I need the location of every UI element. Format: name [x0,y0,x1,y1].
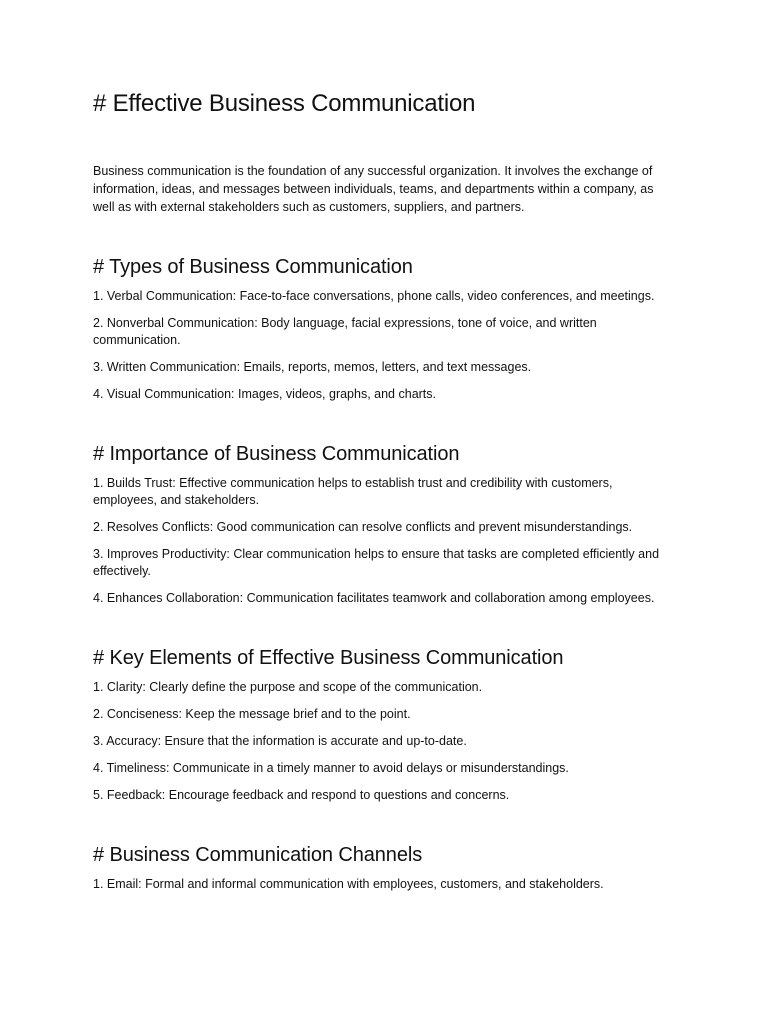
section-key-elements [93,645,675,804]
intro-paragraph: Business communication is the foundation of any successful organization. It involves the exchange of information, ideas, and messages between individuals, teams, and departments within a company, as well as with external stakeholders such as customers, suppliers, and partners. [93,164,654,214]
section-importance [93,441,675,607]
list-item: 3. Accuracy: Ensure that the information is accurate and up-to-date. [93,734,467,748]
list-item: 3. Improves Productivity: Clear communication helps to ensure that tasks are completed efficiently and effectively. [93,547,660,578]
list-item: 1. Builds Trust: Effective communication helps to establish trust and credibility with customers, employees, and stakeholders. [93,476,613,507]
list-item: 2. Conciseness: Keep the message brief and to the point. [93,707,411,721]
section-channels [93,842,675,893]
list-item: 1. Clarity: Clearly define the purpose and scope of the communication. [93,680,483,694]
document-page [93,88,675,931]
list-item: 1. Verbal Communication: Face-to-face conversations, phone calls, video conferences, and meetings. [93,289,655,303]
list-item: 4. Timeliness: Communicate in a timely manner to avoid delays or misunderstandings. [93,761,569,775]
list-item: 4. Visual Communication: Images, videos, graphs, and charts. [93,387,436,401]
list-item: 3. Written Communication: Emails, reports, memos, letters, and text messages. [93,360,532,374]
list-item: 5. Feedback: Encourage feedback and respond to questions and concerns. [93,788,510,802]
list-item: 1. Email: Formal and informal communication with employees, customers, and stakeholders. [93,877,604,891]
section-heading-channels: # Business Communication Channels [93,844,423,866]
section-heading-key-elements: # Key Elements of Effective Business Communication [93,647,564,669]
list-item: 2. Nonverbal Communication: Body language, facial expressions, tone of voice, and written communication. [93,316,597,347]
document-title: # Effective Business Communication [93,90,476,117]
section-types [93,254,675,403]
section-heading-types: # Types of Business Communication [93,256,413,278]
section-heading-importance: # Importance of Business Communication [93,443,460,465]
list-item: 2. Resolves Conflicts: Good communication can resolve conflicts and prevent misunderstandings. [93,520,633,534]
list-item: 4. Enhances Collaboration: Communication facilitates teamwork and collaboration among employees. [93,591,655,605]
